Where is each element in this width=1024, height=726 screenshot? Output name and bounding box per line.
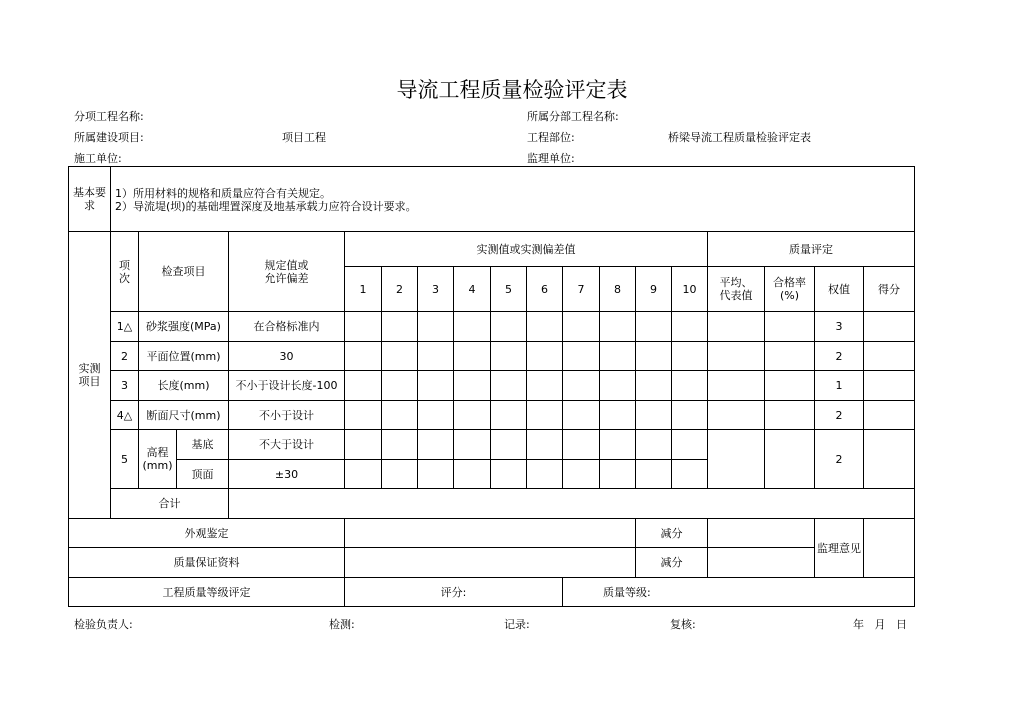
measure-cell[interactable] [345, 430, 382, 460]
measure-col-number: 3 [418, 267, 454, 312]
measure-cell[interactable] [636, 401, 672, 430]
sub-item: 顶面 [177, 460, 229, 489]
supervision-opinion-label: 监理意见 [815, 519, 864, 578]
average-cell[interactable] [708, 371, 765, 401]
total-value[interactable] [229, 489, 915, 519]
measure-cell[interactable] [454, 312, 491, 342]
qa-docs-label: 质量保证资料 [69, 548, 345, 578]
appearance-deduct-value[interactable] [708, 519, 815, 548]
total-label: 合计 [111, 489, 229, 519]
measure-cell[interactable] [636, 312, 672, 342]
tester-label: 检测: [329, 618, 355, 631]
sub-item: 基底 [177, 430, 229, 460]
supervisor-label: 监理单位: [527, 152, 575, 165]
score-cell[interactable] [864, 342, 915, 371]
weight-value: 3 [815, 312, 864, 342]
spec-value: 在合格标准内 [229, 312, 345, 342]
measure-cell[interactable] [382, 371, 418, 401]
spec-header: 规定值或 允许偏差 [229, 232, 345, 312]
location-label: 工程部位: [527, 131, 575, 144]
parent-project-label: 所属分部工程名称: [527, 110, 619, 123]
measure-cell[interactable] [527, 312, 563, 342]
average-header: 平均、 代表值 [708, 267, 765, 312]
weight-value: 2 [815, 401, 864, 430]
measure-cell[interactable] [418, 430, 454, 460]
measure-cell[interactable] [345, 342, 382, 371]
sub-project-label: 分项工程名称: [74, 110, 144, 123]
grade-label: 工程质量等级评定 [69, 578, 345, 607]
measure-cell[interactable] [527, 430, 563, 460]
measure-cell[interactable] [672, 312, 708, 342]
pass-rate-cell[interactable] [765, 371, 815, 401]
measure-col-number: 10 [672, 267, 708, 312]
pass-rate-cell[interactable] [765, 312, 815, 342]
inspection-table [68, 166, 915, 607]
inspector-label: 检验负责人: [74, 618, 133, 631]
appearance-value[interactable] [345, 519, 636, 548]
measure-cell[interactable] [491, 342, 527, 371]
spec-value: 不小于设计长度-100 [229, 371, 345, 401]
measure-cell[interactable] [636, 430, 672, 460]
measure-cell[interactable] [382, 312, 418, 342]
contractor-label: 施工单位: [74, 152, 122, 165]
measure-cell[interactable] [491, 430, 527, 460]
measure-cell[interactable] [563, 401, 600, 430]
check-item: 砂浆强度(MPa) [139, 312, 229, 342]
measured-values-header: 实测值或实测偏差值 [345, 232, 708, 267]
pass-rate-header: 合格率 (%) [765, 267, 815, 312]
row-number: 1△ [111, 312, 139, 342]
measure-cell[interactable] [636, 371, 672, 401]
measure-cell[interactable] [491, 371, 527, 401]
measure-cell[interactable] [454, 342, 491, 371]
qa-docs-deduct-label: 减分 [636, 548, 708, 578]
measure-cell[interactable] [491, 460, 527, 489]
measure-cell[interactable] [600, 401, 636, 430]
item-no-header: 项 次 [111, 232, 139, 312]
reviewer-label: 复核: [670, 618, 696, 631]
measure-cell[interactable] [491, 401, 527, 430]
measure-cell[interactable] [345, 460, 382, 489]
check-item: 断面尺寸(mm) [139, 401, 229, 430]
measure-col-number: 6 [527, 267, 563, 312]
measure-cell[interactable] [672, 401, 708, 430]
pass-rate-cell[interactable] [765, 430, 815, 489]
measure-col-number: 1 [345, 267, 382, 312]
pass-rate-cell[interactable] [765, 401, 815, 430]
measure-cell[interactable] [527, 342, 563, 371]
measure-cell[interactable] [454, 371, 491, 401]
measure-cell[interactable] [418, 342, 454, 371]
measure-cell[interactable] [672, 430, 708, 460]
spec-value: 不小于设计 [229, 401, 345, 430]
measure-cell[interactable] [491, 312, 527, 342]
measure-cell[interactable] [563, 430, 600, 460]
measure-cell[interactable] [382, 342, 418, 371]
measure-cell[interactable] [418, 371, 454, 401]
quality-assessment-header: 质量评定 [708, 232, 915, 267]
row-number: 5 [111, 430, 139, 489]
score-cell[interactable] [864, 371, 915, 401]
measured-items-label: 实测 项目 [69, 232, 111, 519]
measure-cell[interactable] [563, 342, 600, 371]
page-title: 导流工程质量检验评定表 [396, 78, 628, 102]
measure-cell[interactable] [600, 312, 636, 342]
requirement-line: 2）导流堤(坝)的基础埋置深度及地基承载力应符合设计要求。 [115, 200, 417, 213]
spec-value: 不大于设计 [229, 430, 345, 460]
measure-col-number: 8 [600, 267, 636, 312]
table-row [69, 371, 915, 401]
measure-cell[interactable] [454, 401, 491, 430]
appearance-deduct-label: 减分 [636, 519, 708, 548]
measure-cell[interactable] [636, 342, 672, 371]
row-number: 4△ [111, 401, 139, 430]
check-item: 长度(mm) [139, 371, 229, 401]
measure-cell[interactable] [345, 312, 382, 342]
measure-cell[interactable] [418, 460, 454, 489]
weight-header: 权值 [815, 267, 864, 312]
measure-col-number: 2 [382, 267, 418, 312]
table-row [69, 401, 915, 430]
date-label: 年 月 日 [853, 618, 907, 631]
row-number: 2 [111, 342, 139, 371]
supervision-opinion-value[interactable] [864, 519, 915, 578]
measure-cell[interactable] [600, 430, 636, 460]
measure-cell[interactable] [418, 312, 454, 342]
measure-cell[interactable] [527, 371, 563, 401]
score-header: 得分 [864, 267, 915, 312]
measure-cell[interactable] [418, 401, 454, 430]
row-number: 3 [111, 371, 139, 401]
construction-project-value: 项目工程 [282, 131, 326, 144]
spec-value: 30 [229, 342, 345, 371]
spec-value: ±30 [229, 460, 345, 489]
table-row [69, 312, 915, 342]
weight-value: 1 [815, 371, 864, 401]
measure-cell[interactable] [672, 460, 708, 489]
measure-cell[interactable] [600, 371, 636, 401]
score-cell[interactable] [864, 401, 915, 430]
average-cell[interactable] [708, 312, 765, 342]
table-row [69, 342, 915, 371]
basic-requirements-label: 基本要求 [69, 167, 111, 232]
weight-value: 2 [815, 342, 864, 371]
average-cell[interactable] [708, 342, 765, 371]
measure-col-number: 7 [563, 267, 600, 312]
appearance-label: 外观鉴定 [69, 519, 345, 548]
qa-docs-deduct-value[interactable] [708, 548, 815, 578]
measure-col-number: 4 [454, 267, 491, 312]
basic-requirements-text [111, 167, 915, 232]
measure-cell[interactable] [382, 460, 418, 489]
average-cell[interactable] [708, 401, 765, 430]
measure-cell[interactable] [672, 342, 708, 371]
qa-docs-value[interactable] [345, 548, 636, 578]
measure-cell[interactable] [563, 371, 600, 401]
measure-cell[interactable] [454, 460, 491, 489]
score-cell[interactable] [864, 312, 915, 342]
measure-cell[interactable] [345, 371, 382, 401]
measure-cell[interactable] [600, 342, 636, 371]
location-value: 桥梁导流工程质量检验评定表 [668, 131, 811, 144]
check-item: 平面位置(mm) [139, 342, 229, 371]
requirement-line: 1）所用材料的规格和质量应符合有关规定。 [115, 187, 331, 200]
measure-cell[interactable] [636, 460, 672, 489]
measure-cell[interactable] [527, 460, 563, 489]
table-row [69, 430, 915, 460]
measure-cell[interactable] [527, 401, 563, 430]
weight-value: 2 [815, 430, 864, 489]
average-cell[interactable] [708, 430, 765, 489]
quality-grade-label: 质量等级: [563, 578, 915, 607]
measure-col-number: 5 [491, 267, 527, 312]
measure-cell[interactable] [454, 430, 491, 460]
rating-label: 评分: [345, 578, 563, 607]
measure-cell[interactable] [345, 401, 382, 430]
measure-cell[interactable] [563, 460, 600, 489]
measure-cell[interactable] [382, 430, 418, 460]
construction-project-label: 所属建设项目: [74, 131, 144, 144]
check-item: 高程 (mm) [139, 430, 177, 489]
measure-cell[interactable] [382, 401, 418, 430]
check-item-header: 检查项目 [139, 232, 229, 312]
measure-cell[interactable] [600, 460, 636, 489]
score-cell[interactable] [864, 430, 915, 489]
measure-cell[interactable] [672, 371, 708, 401]
measure-col-number: 9 [636, 267, 672, 312]
pass-rate-cell[interactable] [765, 342, 815, 371]
recorder-label: 记录: [504, 618, 530, 631]
measure-cell[interactable] [563, 312, 600, 342]
